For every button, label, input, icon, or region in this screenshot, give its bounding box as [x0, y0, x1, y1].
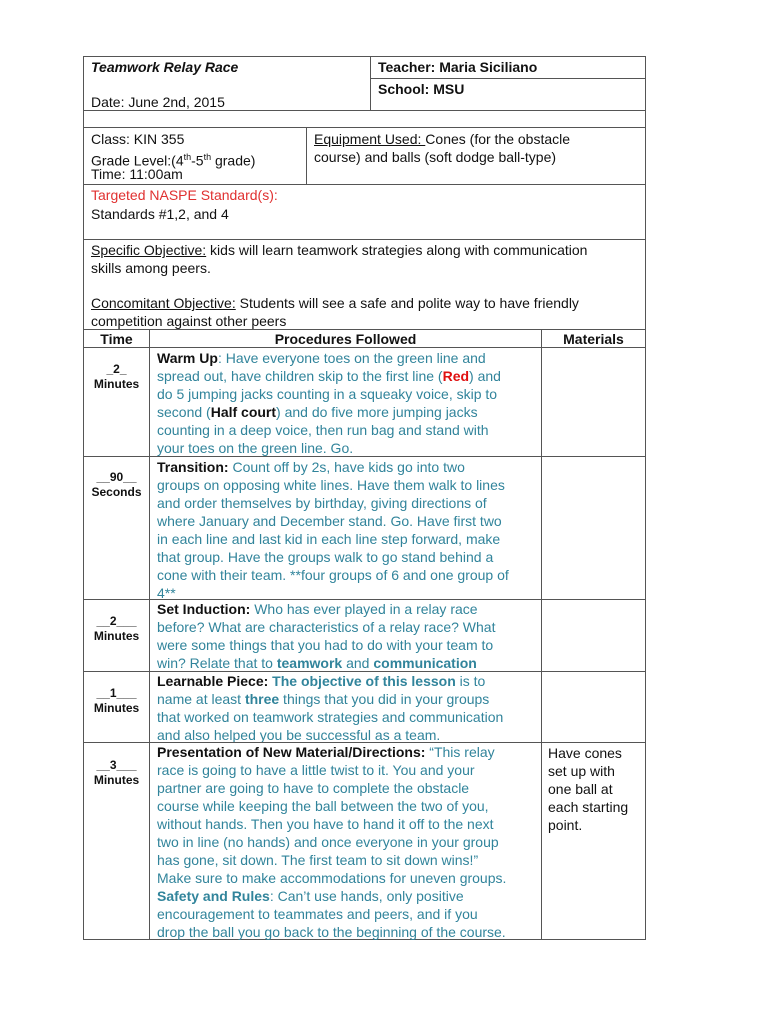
- header-procedures: Procedures Followed: [274, 331, 417, 347]
- standards-label: Targeted NASPE Standard(s):: [91, 187, 278, 203]
- concomitant-objective-label: Concomitant Objective:: [91, 295, 236, 311]
- lesson-date: Date: June 2nd, 2015: [91, 94, 225, 110]
- transition-time: __90__ Seconds: [91, 470, 142, 499]
- header-time: Time: [100, 331, 133, 347]
- spacer-row: [83, 110, 646, 128]
- class-time: Time: 11:00am: [91, 166, 183, 182]
- set-induction-time: __2___ Minutes: [93, 614, 140, 643]
- warmup-procedure: Warm Up: Have everyone toes on the green line and spread out, have children skip to the first line (Red) and do 5 jumping jacks counting in a squeaky voice, skip to second (Half court) and do five more jumping jacks counting in a deep voice, then run bag and stand with your toes on the green line. Go.: [157, 350, 501, 456]
- grade-level: Grade Level:(4th-5th grade): [91, 152, 256, 169]
- class-name: Class: KIN 355: [91, 131, 185, 147]
- warmup-materials-cell: [541, 347, 646, 457]
- lesson-title: Teamwork Relay Race: [91, 59, 239, 75]
- equipment-line2: course) and balls (soft dodge ball-type): [314, 149, 557, 165]
- equipment-line1: Equipment Used: Cones (for the obstacle: [314, 131, 571, 147]
- transition-procedure: Transition: Count off by 2s, have kids go into two groups on opposing white lines. Have them walk to lines and order themselves by birthday, giving directions of where January and December stand. Go. Have first two in each line and last kid in each line step forward, make that group. Have the groups walk to go stand behind a cone with their team. **four groups of 6 and one group of 4**: [157, 459, 509, 601]
- warmup-time: _2_ Minutes: [93, 362, 140, 391]
- standards-value: Standards #1,2, and 4: [91, 206, 229, 222]
- teacher-name: Teacher: Maria Siciliano: [378, 59, 538, 75]
- set-induction-materials-cell: [541, 599, 646, 672]
- learnable-time: __1___ Minutes: [93, 686, 140, 715]
- presentation-materials: Have cones set up with one ball at each starting point.: [548, 745, 629, 833]
- learnable-procedure: Learnable Piece: The objective of this lesson is to name at least three things that you did in your groups that worked on teamwork strategies and communication and also helped you be successful as a team.: [157, 673, 504, 743]
- transition-materials-cell: [541, 456, 646, 600]
- concomitant-objective-line1: Concomitant Objective: Students will see a safe and polite way to have friendly: [91, 295, 579, 311]
- concomitant-objective-line2: competition against other peers: [91, 313, 287, 329]
- presentation-time: __3___ Minutes: [93, 758, 140, 787]
- presentation-procedure: Presentation of New Material/Directions: “This relay race is going to have a little twist to it. You and your partner are going to have to complete the obstacle course while keeping the ball between the two of you, without hands. Then you have to hand it off to the next two in line (no hands) and once everyone in your group has gone, sit down. The first team to sit down wins!” Make sure to make accommodations for uneven groups. Safety and Rules: Can’t use hands, only positive encouragement to teammates and peers, and if you drop the ball you go back to the beginning of the course.: [157, 744, 507, 940]
- specific-objective-label: Specific Objective:: [91, 242, 207, 258]
- header-materials: Materials: [563, 331, 624, 347]
- school-name: School: MSU: [378, 81, 465, 97]
- specific-objective-line1: Specific Objective: kids will learn teamwork strategies along with communication: [91, 242, 588, 258]
- equipment-label: Equipment Used:: [314, 131, 426, 147]
- learnable-materials-cell: [541, 671, 646, 743]
- set-induction-procedure: Set Induction: Who has ever played in a relay race before? What are characteristics of a relay race? What were some things that you had to do with your team to win? Relate that to teamwork and communication: [157, 601, 496, 671]
- specific-objective-line2: skills among peers.: [91, 260, 211, 276]
